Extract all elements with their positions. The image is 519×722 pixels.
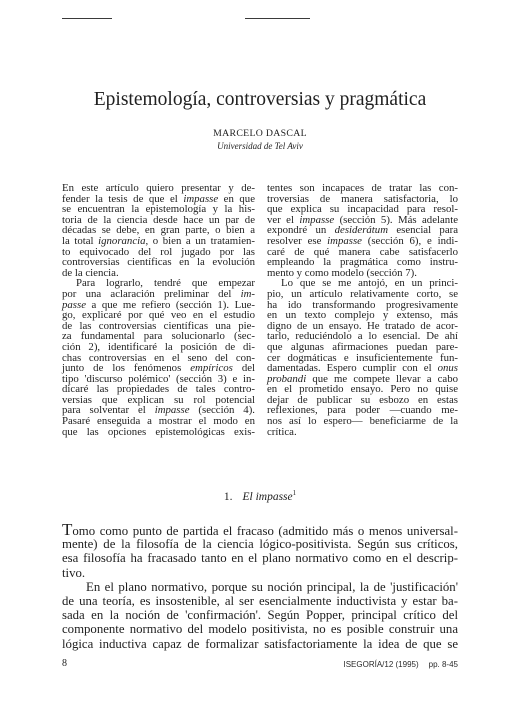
italic-term: impasse [327,234,362,247]
italic-term: ignorancia [98,234,146,247]
text-run: por una aclaración preliminar del [62,287,241,300]
text-line: ción 2), identificaré la posición de di- [62,340,255,353]
italic-term: impasse [154,404,190,417]
header-rule [62,18,112,19]
text-line: de una teoría, es insostenible, al ser esencialmente inductivista y estar ba- [62,593,458,608]
text-line: de las controversias científicas una pie- [62,319,255,332]
text-run: , o bien a un tratamien- [145,234,255,247]
text-line: décadas se debe, en gran parte, o bien a [62,224,255,237]
text-line: crítica. [267,425,297,438]
page-range: pp. 8-45 [428,660,458,669]
text-run: expondré un [267,224,335,237]
italic-term: passe [62,298,86,311]
author-affiliation: Universidad de Tel Aviv [217,141,303,151]
text-line: de la ciencia. [62,266,119,279]
text-line: reflexiones, para poder —cuando me- [267,404,458,417]
text-line: empleando la pragmática como instru- [267,256,458,269]
right-column [267,183,458,437]
text-run: (sección 4). [189,404,255,417]
text-line: mento y como modelo (sección 7). [267,266,417,279]
text-line: tivo. [62,565,86,580]
text-line: En este artículo quiero presentar y de- [62,182,255,194]
text-line: pio, un artículo relativamente corto, se [267,287,458,300]
italic-term: im- [240,287,255,300]
section-number: 1. [223,491,233,503]
text-line: cer dogmáticas e insuficientemente fun- [267,351,458,364]
text-run: la total [62,234,99,247]
text-run: que me compete llevar a cabo [306,372,458,385]
text-line: dicaré las propiedades de tales contro- [62,383,255,396]
text-line: en un texto complejo y extenso, más [267,309,458,322]
text-line: nos así lo espero— beneficiarme de la [267,415,458,428]
text-run: junto de los fenómenos [62,362,191,375]
text-line: que las opciones epistemológicas exis- [62,425,255,438]
text-line: Tomo como punto de partida el fracaso (admitido más o menos universal- [62,520,458,539]
journal-citation [343,659,458,670]
footnote-mark: 1 [292,489,297,497]
text-line: digno de un ensayo. He tratado de acor- [267,319,458,332]
text-line: to equivocado del rol jugado por las [62,245,255,258]
text-line [62,236,255,247]
text-line: chas controversias en el seno del con- [62,351,255,364]
text-line [267,236,458,247]
text-line: que algunas afirmaciones puedan pare- [267,340,458,353]
journal-name: ISEGORÍA/12 (1995) [343,660,419,669]
text-line: se encuentran la epistemología y la his- [62,203,255,216]
text-run: (sección 5). Más adelante [334,213,458,226]
italic-term: impasse [183,192,219,205]
text-run: para solventar el [62,404,155,417]
text-line: esa filosofía ha fracasado tanto en el plano normativo como en el descrip- [62,551,458,566]
text-run: resolver ese [267,234,328,247]
italic-term: desiderátum [334,224,389,237]
text-line: mente) de la filosofía de la ciencia lógico-positivista. Según sus críticos, [62,537,458,552]
italic-term: impasse [299,213,335,226]
italic-term: onus [437,362,458,375]
text-line: tipo 'discurso polémico' (sección 3) e in- [62,372,255,385]
article-title: Epistemología, controversias y pragmática [93,89,427,110]
text-line: versias que explican su rol potencial [62,393,255,406]
text-line: Pasaré enseguida a mostrar el modo en [62,415,255,428]
page-number: 8 [62,658,67,669]
text-run: en que [218,192,255,205]
author-name: MARCELO DASCAL [213,128,307,139]
text-line: tentes son incapaces de tratar las con- [267,182,458,194]
italic-term: empíricos [190,362,233,375]
text-run: damentadas. Espero cumplir con el [267,362,438,375]
text-run: esencial para [388,224,459,237]
text-line: dejar de publicar su esbozo en estas [267,393,458,406]
italic-term: probandi [267,372,307,385]
text-line: lógica inductiva capaz de formalizar satisfactoriamente la idea de que se [62,636,458,651]
text-line: Lo que se me antojó, en un princi- [281,277,458,290]
text-line: En el plano normativo, porque su noción principal, la de 'justificación' [86,579,458,594]
text-run: (sección 6), e indi- [361,234,458,247]
section-title: El impasse [242,491,293,503]
text-run: ver el [267,213,300,226]
text-run: fender la tesis de que el [62,192,184,205]
text-run: del [232,362,256,375]
section-body [62,520,458,651]
text-line: sada en la noción de 'confirmación'. Según Popper, principal crítico del [62,608,458,623]
text-line: za fundamental para solucionarlo (sec- [62,330,255,343]
text-line: controversias científicas en la evolución [62,256,255,269]
text-line: Para lograrlo, tendré que empezar [76,277,255,290]
text-line: go, explicaré por qué veo en el estudio [62,309,255,322]
text-line: tarlo, reduciéndolo a lo esencial. De ahí [267,330,458,343]
text-line: en el prometido ensayo. Pero no quise [267,383,458,396]
left-column [62,183,255,437]
text-line: toria de la ciencia desde hace un par de [62,213,255,226]
text-run: a que me refiero (sección 1). Lue- [86,298,255,311]
section-heading [62,490,458,504]
text-line: componente normativo del modelo positivista, no es posible construir una [62,622,458,637]
text-line: troversias de manera satisfactoria, lo [267,192,458,205]
text-line: caré de qué manera cabe satisfacerlo [267,245,458,258]
header-rule [245,18,310,19]
text-line: ha ido transformando progresivamente [267,298,458,311]
text-line: que explica su incapacidad para resol- [267,203,458,216]
